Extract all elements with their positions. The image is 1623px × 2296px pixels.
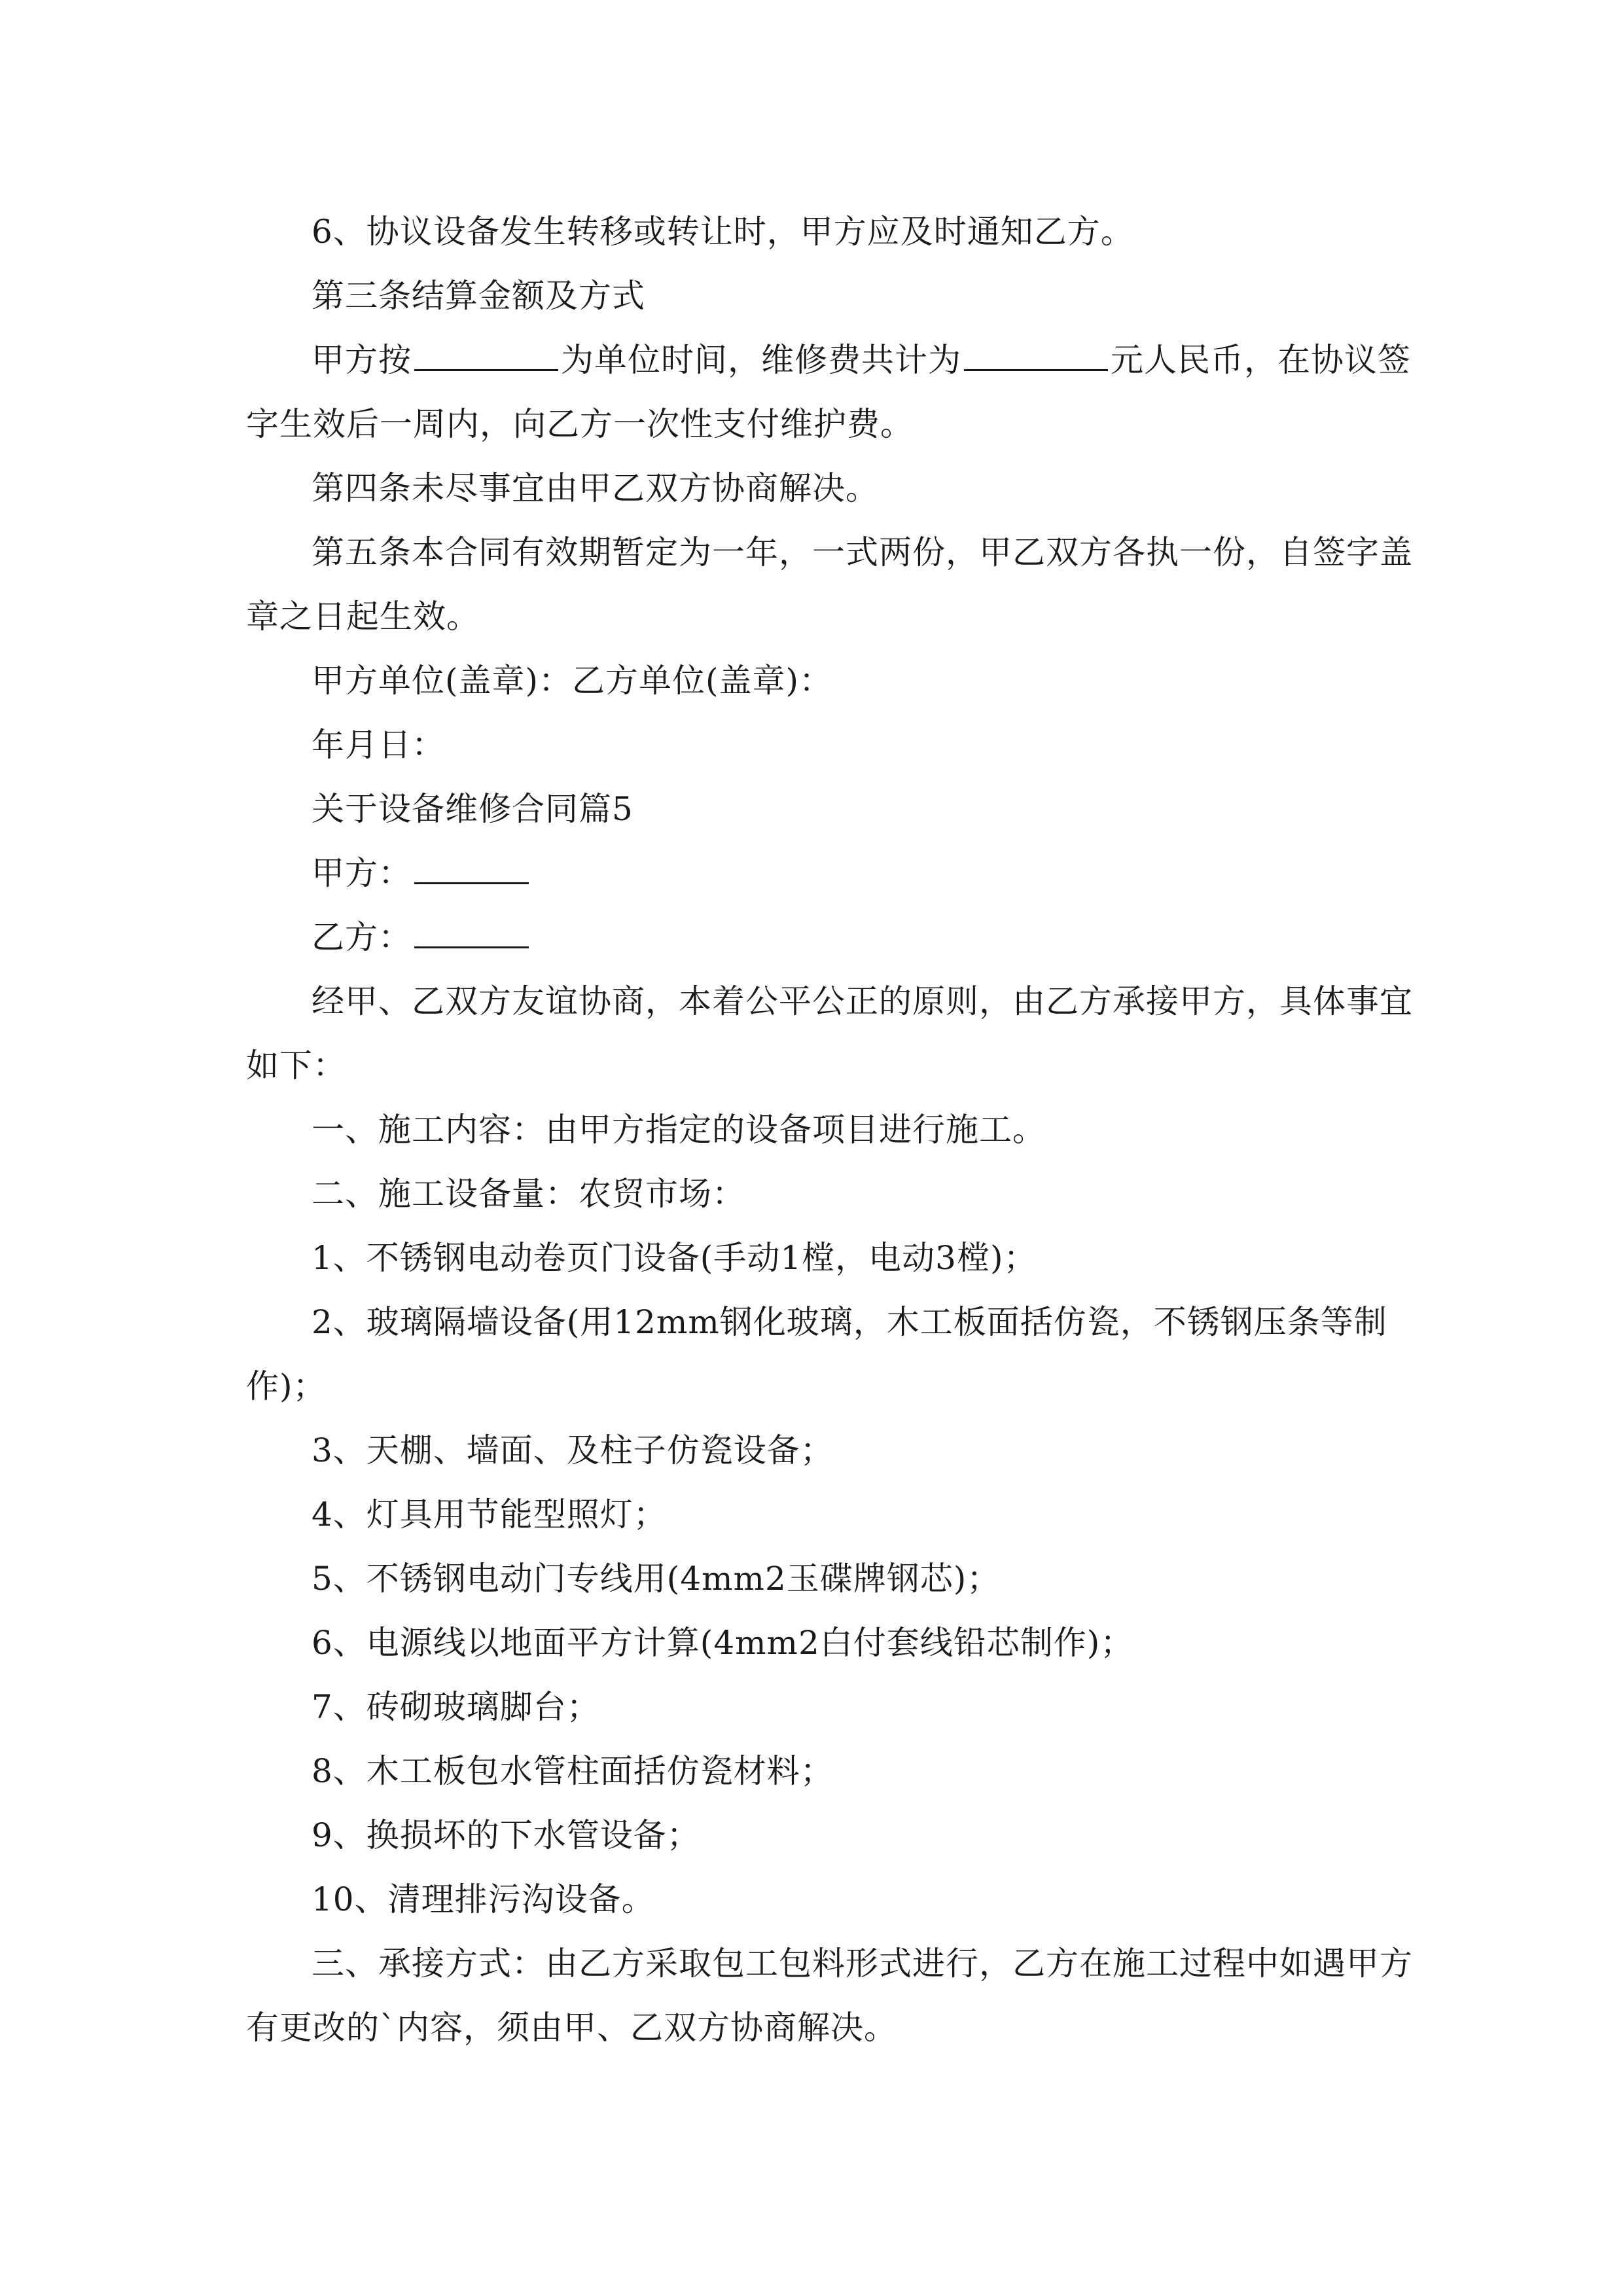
list-item: 7、砖砌玻璃脚台； [312,1688,600,1726]
list-item: 2、玻璃隔墙设备(用12mm钢化玻璃，木工板面括仿瓷，不锈钢压条等制 [312,1303,1387,1341]
settlement-text-part3: 元人民币，在协议签 [1111,341,1411,379]
date-line: 年月日： [312,726,445,764]
party-a-blank[interactable] [414,842,529,884]
list-item: 5、不锈钢电动门专线用(4mm2玉碟牌钢芯)； [312,1560,1001,1598]
contract-title: 关于设备维修合同篇5 [312,790,633,828]
list-item: 4、灯具用节能型照灯； [312,1496,667,1534]
list-item-continuation: 作)； [246,1367,327,1405]
fill-blank-unit-time[interactable] [414,329,558,371]
section-heading: 第三条结算金额及方式 [312,277,645,315]
settlement-text-part1: 甲方按 [312,341,412,379]
signature-line: 甲方单位(盖章)：乙方单位(盖章)： [312,662,833,700]
list-item: 3、天棚、墙面、及柱子仿瓷设备； [312,1431,834,1469]
clause-line: 一、施工内容：由甲方指定的设备项目进行施工。 [312,1111,1046,1149]
list-item: 8、木工板包水管柱面括仿瓷材料； [312,1752,834,1790]
party-a-label: 甲方： [312,854,412,892]
party-b-blank[interactable] [414,906,529,948]
paragraph-line: 章之日起生效。 [246,598,480,636]
list-item: 10、清理排污沟设备。 [312,1880,655,1918]
settlement-text-part2: 为单位时间，维修费共计为 [561,341,961,379]
paragraph-line: 第五条本合同有效期暂定为一年，一式两份，甲乙双方各执一份，自签字盖 [312,533,1413,571]
paragraph-line: 6、协议设备发生转移或转让时，甲方应及时通知乙方。 [312,213,1134,251]
party-a-line [312,841,531,905]
clause-line: 二、施工设备量：农贸市场： [312,1175,745,1213]
paragraph-line: 字生效后一周内，向乙方一次性支付维护费。 [246,405,914,443]
clause-line: 三、承接方式：由乙方采取包工包料形式进行，乙方在施工过程中如遇甲方 [312,1945,1413,1982]
clause-line: 有更改的`内容，须由甲、乙双方协商解决。 [246,2009,897,2047]
paragraph-line: 如下： [246,1047,346,1085]
list-item: 6、电源线以地面平方计算(4mm2白付套线铅芯制作)； [312,1624,1134,1662]
fill-blank-amount[interactable] [964,329,1108,371]
paragraph-line: 第四条未尽事宜由甲乙双方协商解决。 [312,469,879,507]
settlement-line [312,328,1411,392]
paragraph-line: 经甲、乙双方友谊协商，本着公平公正的原则，由乙方承接甲方，具体事宜 [312,982,1413,1020]
list-item: 9、换损坏的下水管设备； [312,1816,700,1854]
party-b-label: 乙方： [312,918,412,956]
party-b-line [312,905,531,969]
list-item: 1、不锈钢电动卷页门设备(手动1樘，电动3樘)； [312,1239,1037,1277]
